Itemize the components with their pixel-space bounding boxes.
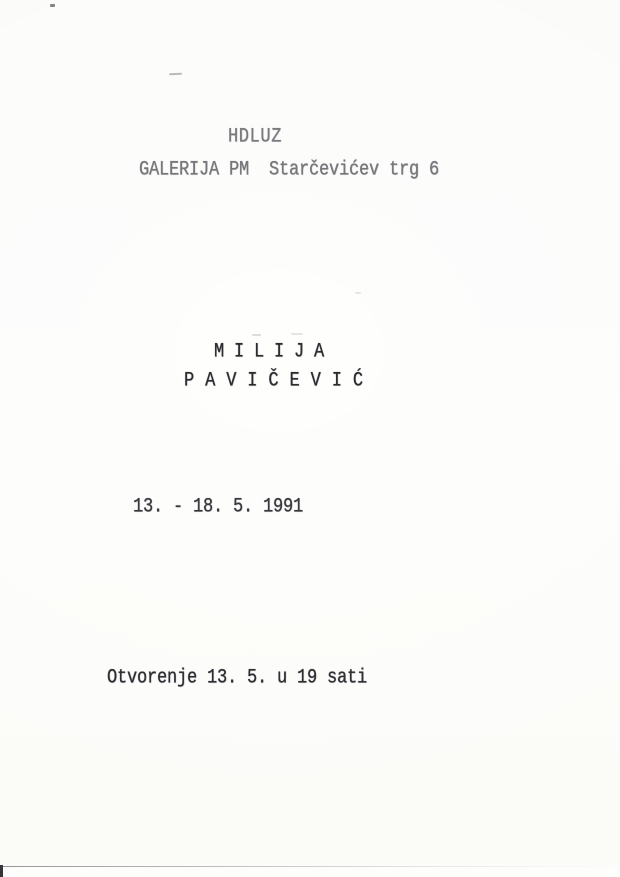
- opening-time-line: Otvorenje 13. 5. u 19 sati: [107, 666, 368, 690]
- pencil-dash-mark: [169, 73, 182, 75]
- artist-first-name: M I L I J A: [214, 340, 325, 364]
- scan-edge-line: [0, 866, 620, 867]
- gallery-venue-address: GALERIJA PM Starčevićev trg 6: [139, 158, 440, 182]
- scan-corner-mark: [0, 865, 3, 877]
- scan-smudge: [291, 333, 303, 335]
- scan-speck-top-left: [50, 4, 55, 7]
- organization-name: HDLUZ: [228, 125, 283, 149]
- scan-bottom-strip: [0, 867, 620, 877]
- scan-smudge: [252, 334, 261, 336]
- artist-last-name: P A V I Č E V I Ć: [184, 369, 364, 393]
- scan-speck-middle: [355, 292, 361, 294]
- exhibition-dates: 13. - 18. 5. 1991: [133, 495, 304, 519]
